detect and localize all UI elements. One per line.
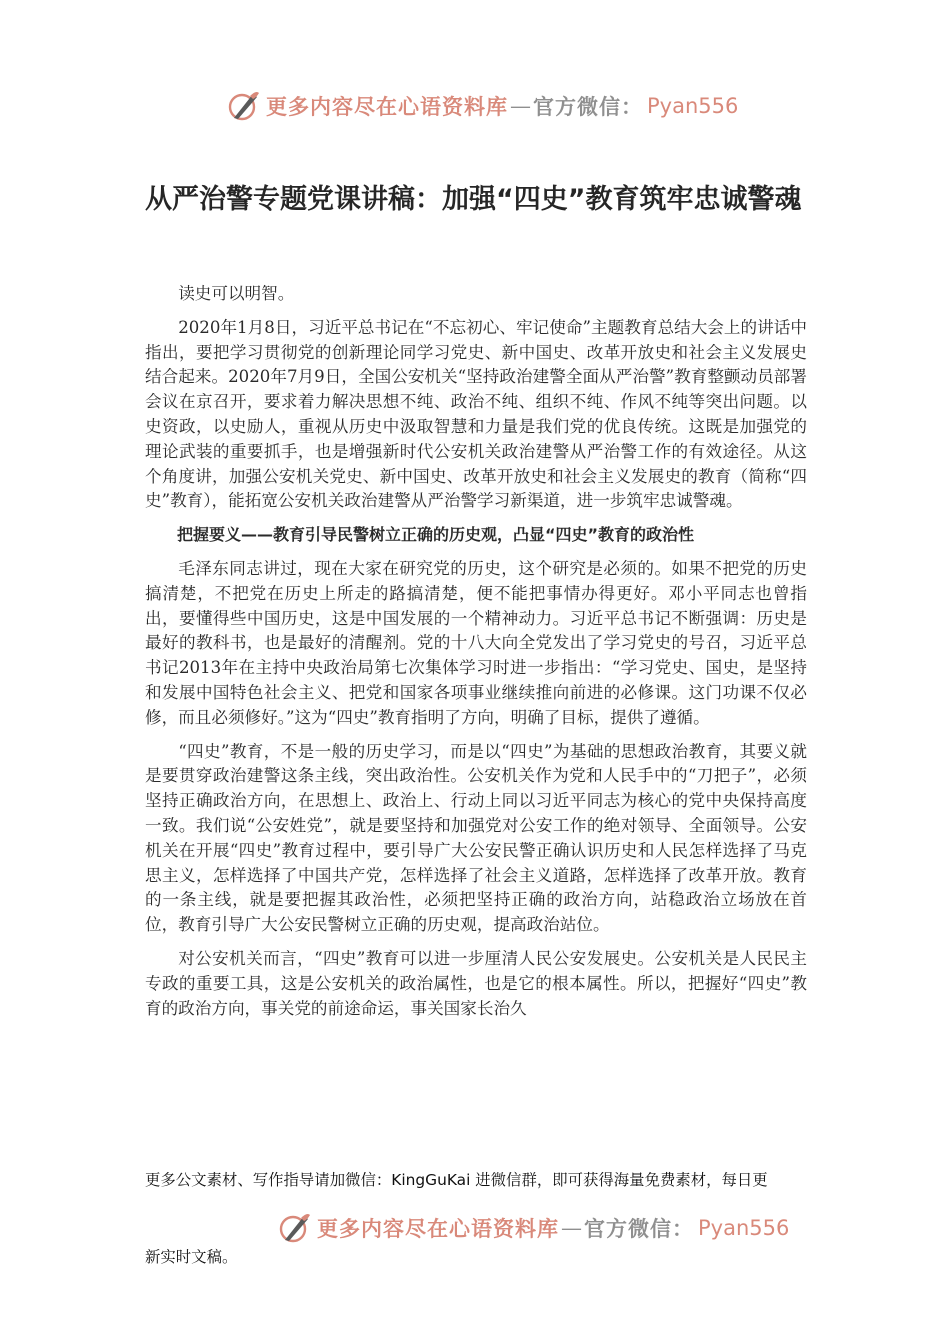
paragraph-intro: 读史可以明智。 [178, 284, 295, 303]
paragraph: 毛泽东同志讲过，现在大家在研究党的历史，这个研究是必须的。如果不把党的历史搞清楚，不把党在历史上所走的路搞清楚，便不能把事情办得更好。邓小平同志也曾指出，要懂得些中国历史，这是中国发展的一个精神动力。习近平总书记不断强调：历史是最好的教科书，也是最好的清醒剂。党的十八大向全党发出了学习党史的号召，习近平总书记2013年在主持中央政治局第七次集体学习时进一步指出：“学习党史、国史，是坚持和发展中国特色社会主义、把党和国家各项事业继续推向前进的必修课。这门功课不仅必修，而且必须修好。”这为“四史”教育指明了方向，明确了目标，提供了遵循。 [145, 558, 807, 727]
footer-wechat-id: KingGuKai [391, 1171, 471, 1189]
watermark-wechat-label: 官方微信： [584, 1216, 694, 1241]
footer-text-end: 进微信群，即可获得海量免费素材，每日更 [470, 1171, 768, 1189]
document-body [145, 282, 807, 1030]
header-watermark [226, 86, 738, 126]
paragraph: “四史”教育，不是一般的历史学习，而是以“四史”为基础的思想政治教育，其要义就是要贯穿政治建警这条主线，突出政治性。公安机关作为党和人民手中的“刀把子”，必须坚持正确政治方向，在思想上、政治上、行动上同以习近平同志为核心的党中央保持高度一致。我们说“公安姓党”，就是要坚持和加强党对公安工作的绝对领导、全面领导。公安机关在开展“四史”教育过程中，要引导广大公安民警正确认识历史和人民怎样选择了马克思主义，怎样选择了中国共产党，怎样选择了社会主义道路，怎样选择了改革开放。教育的一条主线，就是要把握其政治性，必须把坚持正确的政治方向，站稳政治立场放在首位，教育引导广大公安民警树立正确的历史观，提高政治站位。 [145, 741, 807, 935]
paragraph: 对公安机关而言，“四史”教育可以进一步厘清人民公安发展史。公安机关是人民民主专政的重要工具，这是公安机关的政治属性，也是它的根本属性。所以，把握好“四史”教育的政治方向，事关党的前途命运，事关国家长治久 [145, 948, 807, 1018]
watermark-site-name: 更多内容尽在心语资料库 [317, 1216, 559, 1241]
watermark-dash: — [510, 94, 531, 118]
paragraph: 2020年1月8日，习近平总书记在“不忘初心、牢记使命”主题教育总结大会上的讲话中指出，要把学习贯彻党的创新理论同学习党史、新中国史、改革开放史和社会主义发展史结合起来。2020年7月9日，全国公安机关“坚持政治建警全面从严治警”教育整颤动员部署会议在京召开，要求着力解决思想不纯、政治不纯、组织不纯、作风不纯等突出问题。以史资政，以史励人，重视从历史中汲取智慧和力量是我们党的优良传统。这既是加强党的理论武装的重要抓手，也是增强新时代公安机关政治建警从严治警工作的有效途径。从这个角度讲，加强公安机关党史、新中国史、改革开放史和社会主义发展史的教育（简称“四史”教育），能拓宽公安机关政治建警从严治警学习新渠道，进一步筑牢忠诚警魂。 [145, 317, 807, 511]
watermark-site-name: 更多内容尽在心语资料库 [266, 94, 508, 119]
document-title: 从严治警专题党课讲稿：加强“四史”教育筑牢忠诚警魂 [145, 184, 802, 215]
quill-pen-icon [226, 88, 262, 124]
watermark-wechat-id: Pyan556 [698, 1216, 790, 1240]
watermark-dash: — [561, 1216, 582, 1240]
watermark-wechat-id: Pyan556 [647, 94, 739, 118]
watermark-wechat-label: 官方微信： [533, 94, 643, 119]
footer-promo-text [145, 1168, 815, 1190]
footer-text-start: 更多公文素材、写作指导请加微信： [145, 1171, 392, 1189]
footer-watermark [277, 1208, 789, 1248]
quill-pen-icon [277, 1210, 313, 1246]
footer-continuation: 新实时文稿。 [145, 1248, 238, 1266]
section-heading: 把握要义——教育引导民警树立正确的历史观，凸显“四史”教育的政治性 [177, 525, 695, 545]
